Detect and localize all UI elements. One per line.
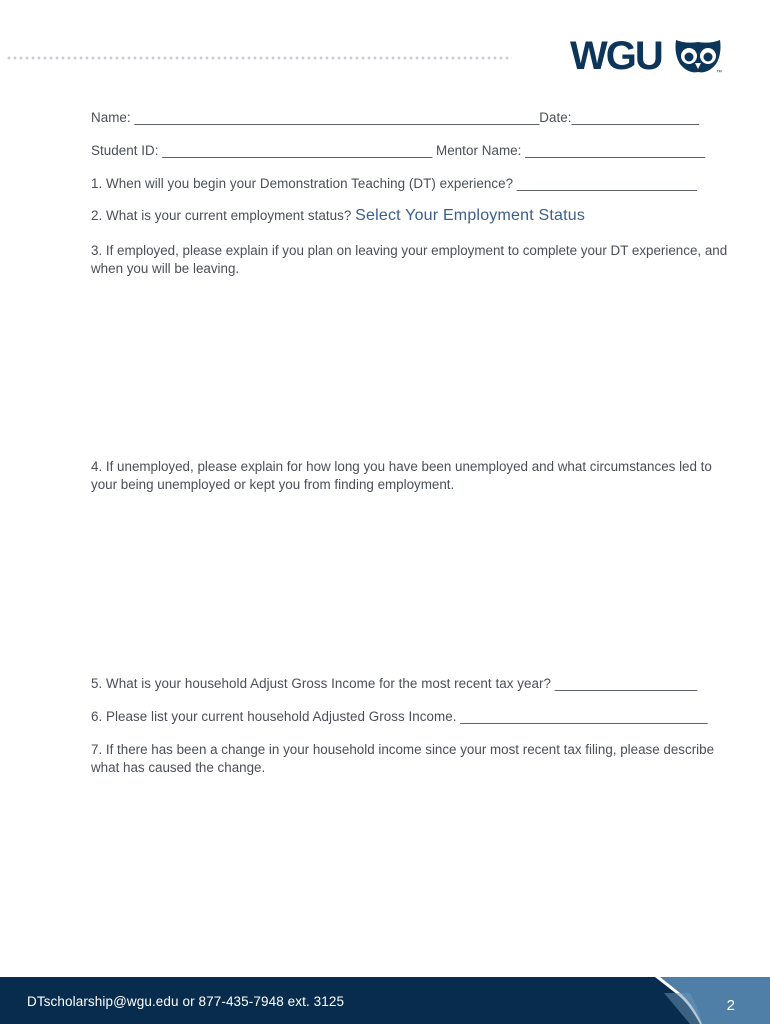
question-4: 4. If unemployed, please explain for how long you have been unemployed and what circumstances led to your being unemployed or kept you from finding employment. xyxy=(91,459,712,492)
footer-contact: DTscholarship@wgu.edu or 877-435-7948 ext. 3125 xyxy=(27,994,345,1009)
student-id-mentor-line[interactable]: Student ID: ____________________________________ Mentor Name: ________________________ xyxy=(91,143,706,158)
footer-bar xyxy=(0,977,770,1024)
svg-text:™: ™ xyxy=(716,70,722,76)
question-6[interactable]: 6. Please list your current household Adjusted Gross Income. _________________________________ xyxy=(91,709,708,724)
question-7: 7. If there has been a change in your household income since your most recent tax filing, please describe what has caused the change. xyxy=(91,742,715,775)
employment-status-select[interactable]: Select Your Employment Status xyxy=(355,207,586,224)
question-2 xyxy=(91,207,585,225)
name-date-line[interactable]: Name: ______________________________________________________Date:_________________ xyxy=(91,110,700,125)
wgu-logo xyxy=(570,34,726,76)
page-number: 2 xyxy=(726,997,735,1014)
decorative-dotted-line xyxy=(6,55,512,61)
question-5[interactable]: 5. What is your household Adjust Gross Income for the most recent tax year? ___________________ xyxy=(91,676,698,691)
svg-text:WGU: WGU xyxy=(570,34,662,76)
question-2-label: 2. What is your current employment status? xyxy=(91,208,352,223)
question-1[interactable]: 1. When will you begin your Demonstration Teaching (DT) experience? ________________________ xyxy=(91,176,697,191)
question-3: 3. If employed, please explain if you plan on leaving your employment to complete your DT experience, and when you will be leaving. xyxy=(91,243,728,276)
owl-icon xyxy=(676,40,721,72)
